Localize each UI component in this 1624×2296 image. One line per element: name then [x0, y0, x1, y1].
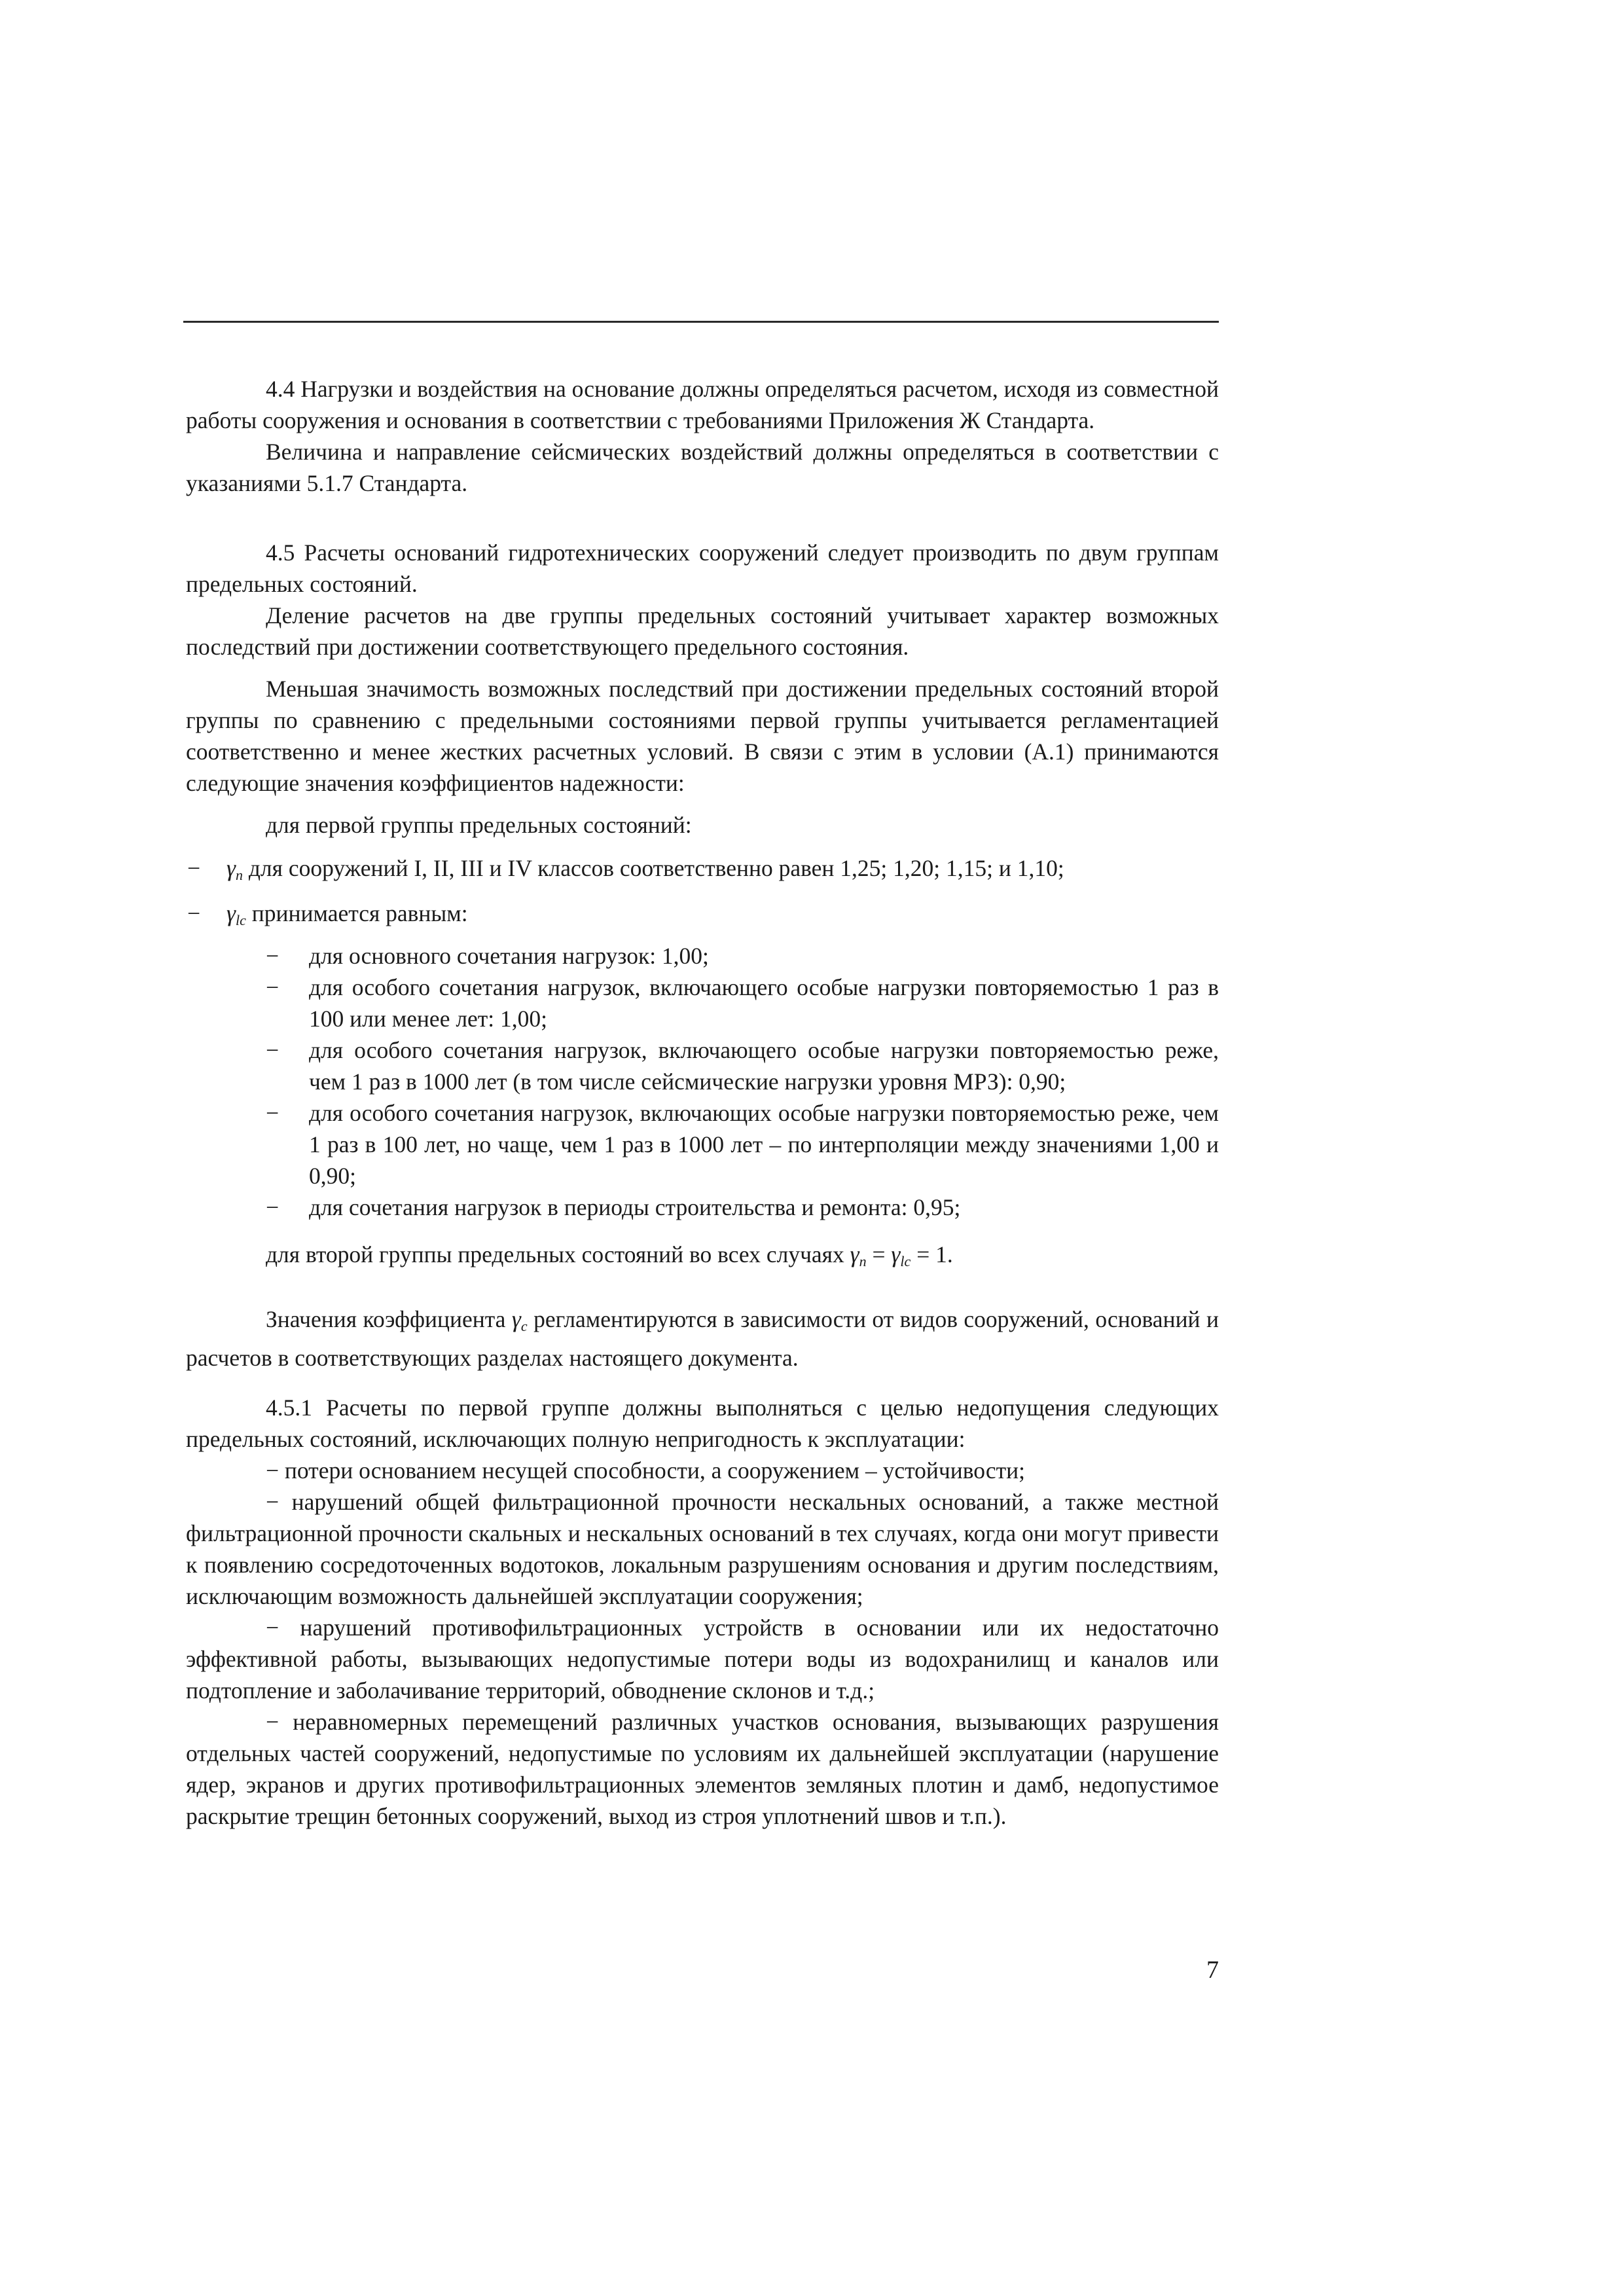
- gamma-n-text: для сооружений I, II, III и IV классов соответственно равен 1,25; 1,20; 1,15; и 1,10;: [243, 855, 1064, 881]
- paragraph-4-5: 4.5 Расчеты оснований гидротехнических сооружений следует производить по двум группам предельных состояний.: [186, 539, 1219, 597]
- dash-marker: −: [187, 900, 201, 926]
- gamma-lc-symbol: $\gamma_{lc}$: [226, 900, 246, 928]
- paragraph-gamma-c: Значения коэффициента $\gamma_c$ регламентируются в зависимости от видов сооружений, оснований и расчетов в соответствующих разделах настоящего документа.: [186, 1306, 1219, 1371]
- list-item: − для особого сочетания нагрузок, включающего особые нагрузки повторяемостью 1 раз в 100 или менее лет: 1,00;: [266, 974, 1219, 1032]
- list-item: − потери основанием несущей способности, а сооружением – устойчивости;: [266, 1457, 1026, 1484]
- list-item: − для особого сочетания нагрузок, включающего особые нагрузки повторяемостью реже, чем 1 раз в 1000 лет (в том числе сейсмические нагрузки уровня МРЗ): 0,90;: [266, 1037, 1219, 1095]
- gamma-n-symbol: $\gamma_n$: [226, 855, 243, 883]
- gamma-lc-text: принимается равным:: [245, 900, 468, 926]
- gamma-lc-values-list: [266, 940, 1219, 1223]
- paragraph-4-5-1: 4.5.1 Расчеты по первой группе должны выполняться с целью недопущения следующих предельных состояний, исключающих полную непригодность к эксплуатации:: [186, 1394, 1219, 1452]
- list-item: − для основного сочетания нагрузок: 1,00;: [266, 943, 709, 969]
- paragraph-seismic: Величина и направление сейсмических воздействий должны определяться в соответствии с указаниями 5.1.7 Стандарта.: [186, 439, 1219, 496]
- list-item: − для сочетания нагрузок в периоды строительства и ремонта: 0,95;: [266, 1194, 961, 1220]
- list-item: − неравномерных перемещений различных участков основания, вызывающих разрушения отдельных частей сооружений, недопустимые по условиям их дальнейшей эксплуатации (нарушение ядер, экранов и других противофильтрационных элементов земляных плотин и дамб, недопустимое раскрытие трещин бетонных сооружений, выход из строя уплотнений швов и т.п.).: [186, 1709, 1219, 1829]
- second-group-line: для второй группы предельных состояний во всех случаях $\gamma_n = \gamma_{lc} = 1$.: [266, 1241, 953, 1269]
- list-item: − для особого сочетания нагрузок, включающих особые нагрузки повторяемостью реже, чем 1 раз в 100 лет, но чаще, чем 1 раз в 1000 лет – по интерполяции между значениями 1,00 и 0,90;: [266, 1100, 1219, 1189]
- document-body: [186, 373, 1219, 1832]
- list-item-gamma-lc: [186, 898, 1219, 936]
- first-group-intro: для первой группы предельных состояний:: [266, 812, 692, 838]
- paragraph-division: Деление расчетов на две группы предельных состояний учитывает характер возможных последствий при достижении соответствующего предельного состояния.: [186, 602, 1219, 660]
- list-item-gamma-n: [186, 852, 1219, 891]
- paragraph-4-4: 4.4 Нагрузки и воздействия на основание должны определяться расчетом, исходя из совместной работы сооружения и основания в соответствии с требованиями Приложения Ж Стандарта.: [186, 376, 1219, 433]
- list-item: − нарушений общей фильтрационной прочности нескальных оснований, а также местной фильтрационной прочности скальных и нескальных оснований в тех случаях, когда они могут привести к появлению сосредоточенных водотоков, локальным разрушениям основания и другим последствиям, исключающим возможность дальнейшей эксплуатации сооружения;: [186, 1489, 1219, 1609]
- header-rule: [183, 321, 1219, 323]
- page-number: 7: [1206, 1956, 1219, 1984]
- dash-marker: −: [187, 855, 201, 881]
- paragraph-significance: Меньшая значимость возможных последствий при достижении предельных состояний второй группы по сравнению с предельными состояниями первой группы учитывается регламентацией соответственно и менее жестких расчетных условий. В связи с этим в условии (А.1) принимаются следующие значения коэффициентов надежности:: [186, 676, 1219, 796]
- list-item: − нарушений противофильтрационных устройств в основании или их недостаточно эффективной работы, вызывающих недопустимые потери воды из водохранилищ и каналов или подтопление и заболачивание территорий, обводнение склонов и т.д.;: [186, 1614, 1219, 1704]
